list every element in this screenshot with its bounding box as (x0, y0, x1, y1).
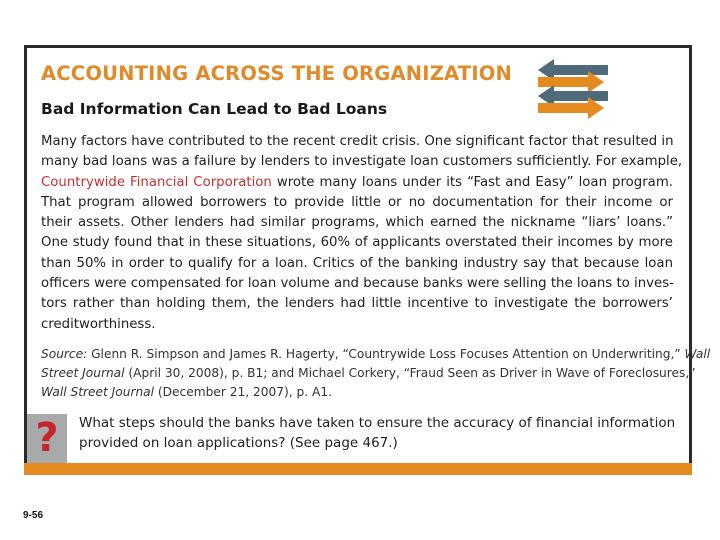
body-line: Many factors have contributed to the recent credit crisis. One significant factor that resulted in (41, 134, 674, 149)
body-line: creditworthiness. (41, 316, 156, 332)
source-citation (41, 345, 711, 402)
source-line: Wall Street Journal (December 21, 2007), p. A1. (41, 385, 332, 399)
exchange-arrows-icon (538, 57, 608, 119)
company-highlight: Countrywide Financial Corporation (41, 174, 272, 190)
body-line (41, 173, 673, 193)
body-line: One study found that in these situations, 60% of applicants overstated their incomes by more (41, 235, 673, 251)
body-line: officers were compensated for loan volume and because banks were selling the loans to inves- (41, 276, 674, 292)
journal-name: Wall (684, 347, 711, 361)
question-mark-icon: ? (35, 415, 59, 461)
feature-header: ACCOUNTING ACROSS THE ORGANIZATION (41, 62, 513, 85)
source-line: Street Journal (April 30, 2008), p. B1; and Michael Corkery, “Fraud Seen as Driver in Wave of Foreclosures,” (41, 366, 696, 380)
question-icon-box (27, 414, 67, 463)
body-line: tors rather than holding them, the lenders had little incentive to investigate the borrowers’ (41, 296, 673, 312)
slide-number: 9-56 (23, 510, 44, 521)
journal-name: Wall Street Journal (41, 385, 155, 399)
body-line: That program allowed borrowers to provide little or no documentation for their income or (41, 194, 673, 210)
body-line: their assets. Other lenders had similar programs, which earned the nickname “liars’ loans.” (41, 215, 673, 231)
feature-bottom-bar (24, 463, 692, 475)
body-line-tail: wrote many loans under its “Fast and Easy” loan program. (276, 174, 674, 190)
question-line: provided on loan applications? (See page 467.) (79, 435, 398, 451)
journal-name: Street Journal (41, 366, 125, 380)
discussion-question (79, 413, 679, 453)
source-line: Source: Glenn R. Simpson and James R. Hagerty, “Countrywide Loss Focuses Attention on Underwriting,” Wall (41, 347, 711, 361)
feature-body (41, 132, 683, 335)
source-label: Source: (41, 347, 88, 361)
feature-subtitle: Bad Information Can Lead to Bad Loans (41, 100, 388, 118)
body-line: many bad loans was a failure by lenders to investigate loan customers sufficiently. For example, (41, 154, 683, 170)
body-line: than 50% in order to qualify for a loan. Critics of the banking industry say that because loan (41, 255, 673, 271)
question-line: What steps should the banks have taken to ensure the accuracy of financial information (79, 415, 676, 431)
